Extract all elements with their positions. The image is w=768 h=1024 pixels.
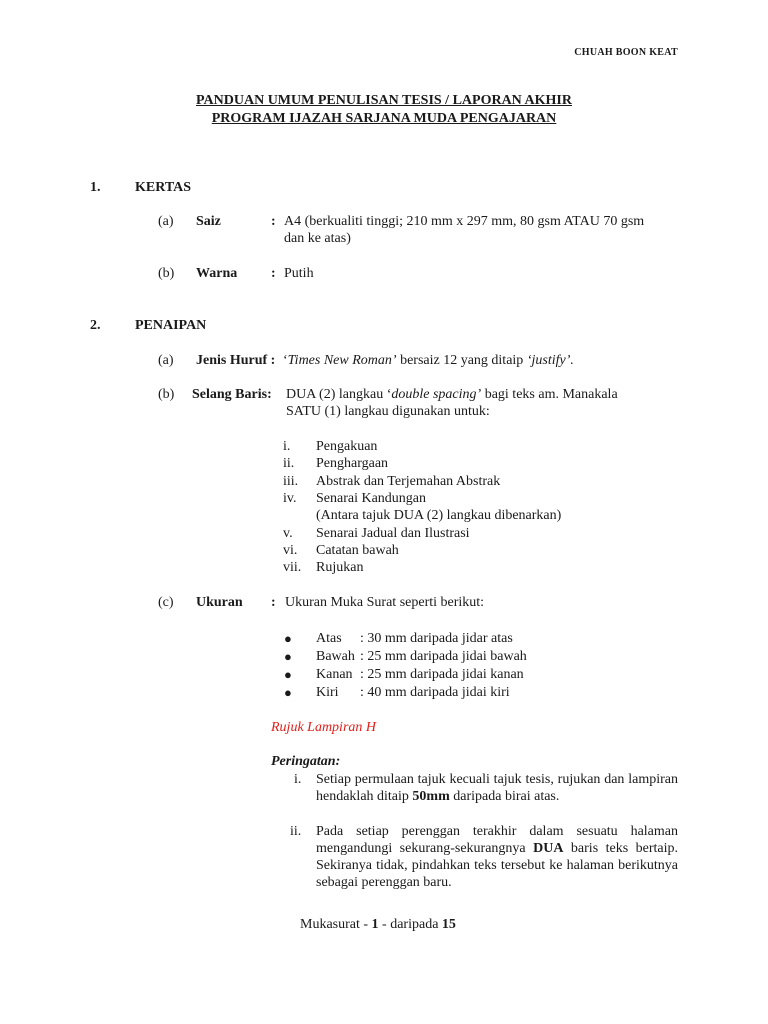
item-text-continued: dan ke atas) [284,231,351,246]
lampiran-reference: Rujuk Lampiran H [271,720,376,735]
item-label: (b) [158,387,175,402]
item-label: (c) [158,595,174,610]
list-item: Pengakuan [316,439,378,454]
item-colon: : [271,595,276,610]
list-num: v. [283,526,293,541]
item-text: A4 (berkualiti tinggi; 210 mm x 297 mm, 80 gsm ATAU 70 gsm [284,214,645,229]
footer-mid: - daripada [378,917,442,932]
list-item: Penghargaan [316,456,389,471]
note-text [316,823,678,891]
text-part: DUA (2) langkau ‘ [286,387,392,402]
margin-side: Kanan [316,667,353,682]
note-part: Setiap permulaan tajuk kecuali tajuk tesis, rujukan dan lampiran hendaklah ditaip [316,772,678,804]
note-part: baris teks bertaip. Sekiranya tidak, pindahkan teks tersebut ke halaman berikutnya sebagai perenggan baru. [316,841,678,890]
section-heading: KERTAS [135,180,192,195]
list-item: Catatan bawah [316,543,399,558]
list-item-note: (Antara tajuk DUA (2) langkau dibenarkan) [316,508,562,523]
current-page: 1 [371,917,379,932]
justify-term: ‘justify’. [526,353,574,368]
list-num: vii. [283,560,302,575]
item-text [283,352,574,369]
margin-value: : 40 mm daripada jidai kiri [360,685,510,700]
list-num: ii. [283,456,295,471]
note-num: ii. [290,824,302,839]
note-part: Pada setiap perenggan terakhir dalam sesuatu halaman mengandungi sekurang-sekurangnya [316,824,678,856]
item-label: (a) [158,353,174,368]
item-name: Jenis Huruf : [196,353,276,368]
item-name: Selang Baris: [192,387,272,402]
double-spacing-term: double spacing’ [391,387,482,402]
margin-value: : 25 mm daripada jidai bawah [360,649,527,664]
font-name: Times New Roman’ [287,353,397,368]
list-item: Abstrak dan Terjemahan Abstrak [316,474,501,489]
list-item: Rujukan [316,560,364,575]
margin-value: : 30 mm daripada jidar atas [360,631,513,646]
item-label: (a) [158,214,174,229]
note-bold: DUA [533,841,564,856]
section-number: 2. [90,318,101,333]
title-line-2: PROGRAM IJAZAH SARJANA MUDA PENGAJARAN [211,111,557,126]
item-name: Ukuran [196,595,243,610]
footer-prefix: Mukasurat - [300,917,372,932]
item-text: Putih [284,266,314,281]
item-text: Ukuran Muka Surat seperti berikut: [285,595,485,610]
list-num: i. [283,439,291,454]
note-part: daripada birai atas. [449,789,560,804]
section-heading: PENAIPAN [135,318,207,333]
item-colon: : [271,214,276,229]
total-pages: 15 [441,917,456,932]
item-name: Saiz [196,214,221,229]
author-header: CHUAH BOON KEAT [574,47,678,58]
section-number: 1. [90,180,101,195]
margin-value: : 25 mm daripada jidai kanan [360,667,524,682]
item-label: (b) [158,266,175,281]
list-num: iv. [283,491,297,506]
list-num: iii. [283,474,299,489]
peringatan-heading: Peringatan: [271,754,341,769]
bullet-icon: ● [284,685,292,700]
note-text [316,771,678,805]
margin-side: Bawah [316,649,355,664]
text-part: bagi teks am. Manakala [481,387,618,402]
item-colon: : [271,266,276,281]
bullet-icon: ● [284,649,292,664]
list-item: Senarai Jadual dan Ilustrasi [316,526,470,541]
item-text [286,386,618,403]
list-item: Senarai Kandungan [316,491,427,506]
bullet-icon: ● [284,667,292,682]
text-mid: bersaiz 12 yang ditaip [396,353,527,368]
open-quote: ‘ [283,353,288,368]
page-footer [300,916,456,933]
note-bold: 50mm [412,789,450,804]
bullet-icon: ● [284,631,292,646]
list-num: vi. [283,543,298,558]
item-name: Warna [196,266,238,281]
item-text-continued: SATU (1) langkau digunakan untuk: [286,404,490,419]
margin-side: Atas [316,631,342,646]
title-line-1: PANDUAN UMUM PENULISAN TESIS / LAPORAN AKHIR [196,93,572,108]
margin-side: Kiri [316,685,339,700]
note-num: i. [294,772,302,787]
